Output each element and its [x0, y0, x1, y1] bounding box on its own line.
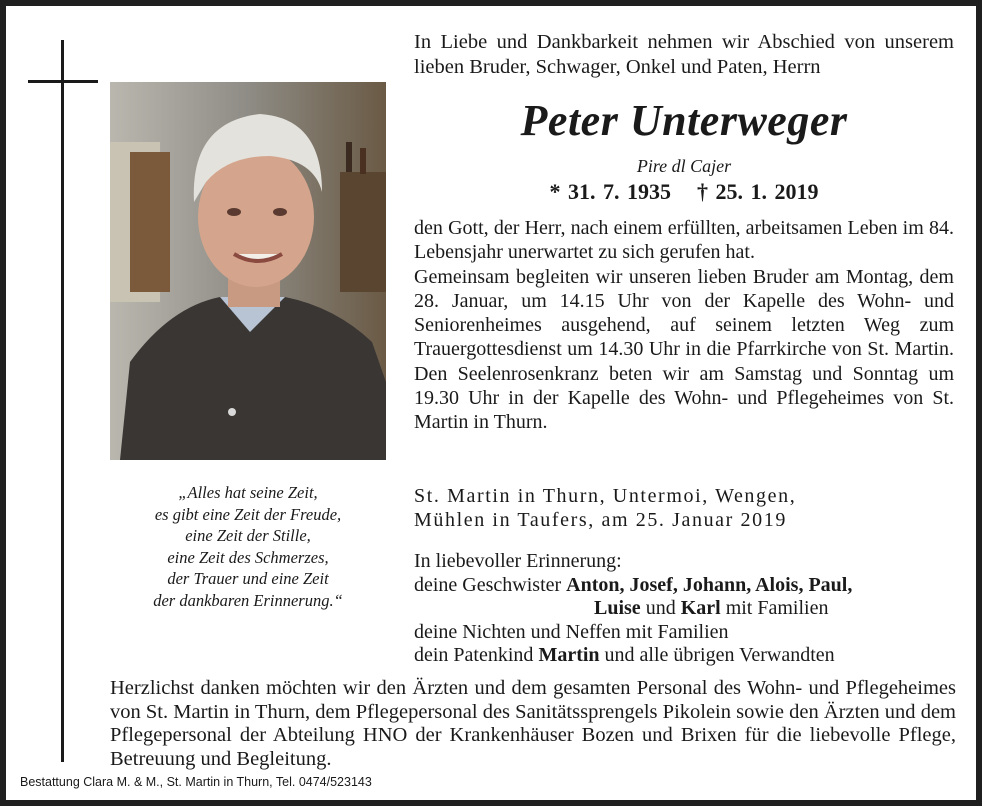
mourners-siblings-cont [414, 597, 954, 621]
place-line: St. Martin in Thurn, Untermoi, Wengen, [414, 485, 797, 507]
mourners-godchild [414, 644, 954, 668]
announcement-paragraph: den Gott, der Herr, nach einem erfüllten, arbeitsamen Leben im 84. Lebensjahr unerwartet zu sich gerufen hat. [414, 217, 954, 264]
sibling-name: Luise [594, 597, 641, 620]
obituary-notice [6, 6, 976, 800]
mourners-label: deine Geschwister [414, 573, 567, 596]
sibling-names: Anton, Josef, Johann, Alois, Paul, [566, 573, 853, 596]
conjunction: und [640, 597, 681, 620]
life-dates [414, 178, 954, 206]
mourners-heading: In liebevoller Erinnerung: [414, 550, 622, 572]
cross-icon-bar [28, 80, 98, 83]
intro-text: In Liebe und Dankbarkeit nehmen wir Abschied von unserem lieben Bruder, Schwager, Onkel und Paten, Herrn [414, 31, 954, 78]
death-date: † 25. 1. 2019 [697, 179, 819, 204]
quote-line: „Alles hat seine Zeit, [178, 483, 318, 502]
quote-line: eine Zeit der Stille, [185, 526, 311, 545]
funeral-details-paragraph: Gemeinsam begleiten wir unseren lieben Bruder am Montag, dem 28. Januar, um 14.15 Uhr von der Kapelle des Wohn- und Seniorenheimes ausgehend, auf seinem letzten Weg zum Trauergottesdienst um 14.30 Uhr in die Pfarrkirche von St. Martin. Den Seelenrosenkranz beten wir am Samstag und Sonntag um 19.30 Uhr in der Kapelle des Wohn- und Pflegeheimes von St. Martin in Thurn. [414, 265, 954, 434]
mourners-label: mit Familien [720, 597, 829, 620]
thanks-text: Herzlichst danken möchten wir den Ärzten und dem gesamten Personal des Wohn- und Pflegeheimes von St. Martin in Thurn, dem Pflegepersonal des Sanitätssprengels Pikolein sowie den Ärzten und dem Pflegepersonal der Abteilung HNO der Krankenhäuser Bozen und Brixen für die liebevolle Pflege, Betreuung und Begleitung. [110, 677, 956, 770]
birth-date: * 31. 7. 1935 [549, 179, 671, 204]
cross-icon [61, 40, 64, 762]
mourners-siblings [414, 574, 954, 598]
announcement-text [414, 216, 954, 435]
nickname: Pire dl Cajer [636, 156, 732, 176]
quote-line: der Trauer und eine Zeit [167, 569, 329, 588]
deceased-name: Peter Unterweger [520, 96, 848, 145]
mourners-block [414, 550, 954, 668]
godchild-name: Martin [538, 644, 600, 667]
sibling-name: Karl [680, 597, 721, 620]
portrait-photo [110, 82, 386, 460]
place-date [414, 484, 954, 532]
quote-line: es gibt eine Zeit der Freude, [154, 504, 342, 524]
mourners-label: und alle übrigen Verwandten [599, 644, 835, 667]
quote-line: eine Zeit des Schmerzes, [167, 547, 329, 567]
place-line: Mühlen in Taufers, am 25. Januar 2019 [414, 509, 787, 531]
quote-block [110, 482, 386, 611]
funeral-home-footer: Bestattung Clara M. & M., St. Martin in Thurn, Tel. 0474/523143 [20, 775, 372, 789]
quote-line: der dankbaren Erinnerung.“ [153, 590, 343, 610]
mourners-label: dein Patenkind [414, 644, 539, 667]
mourners-nieces: deine Nichten und Neffen mit Familien [414, 620, 729, 643]
